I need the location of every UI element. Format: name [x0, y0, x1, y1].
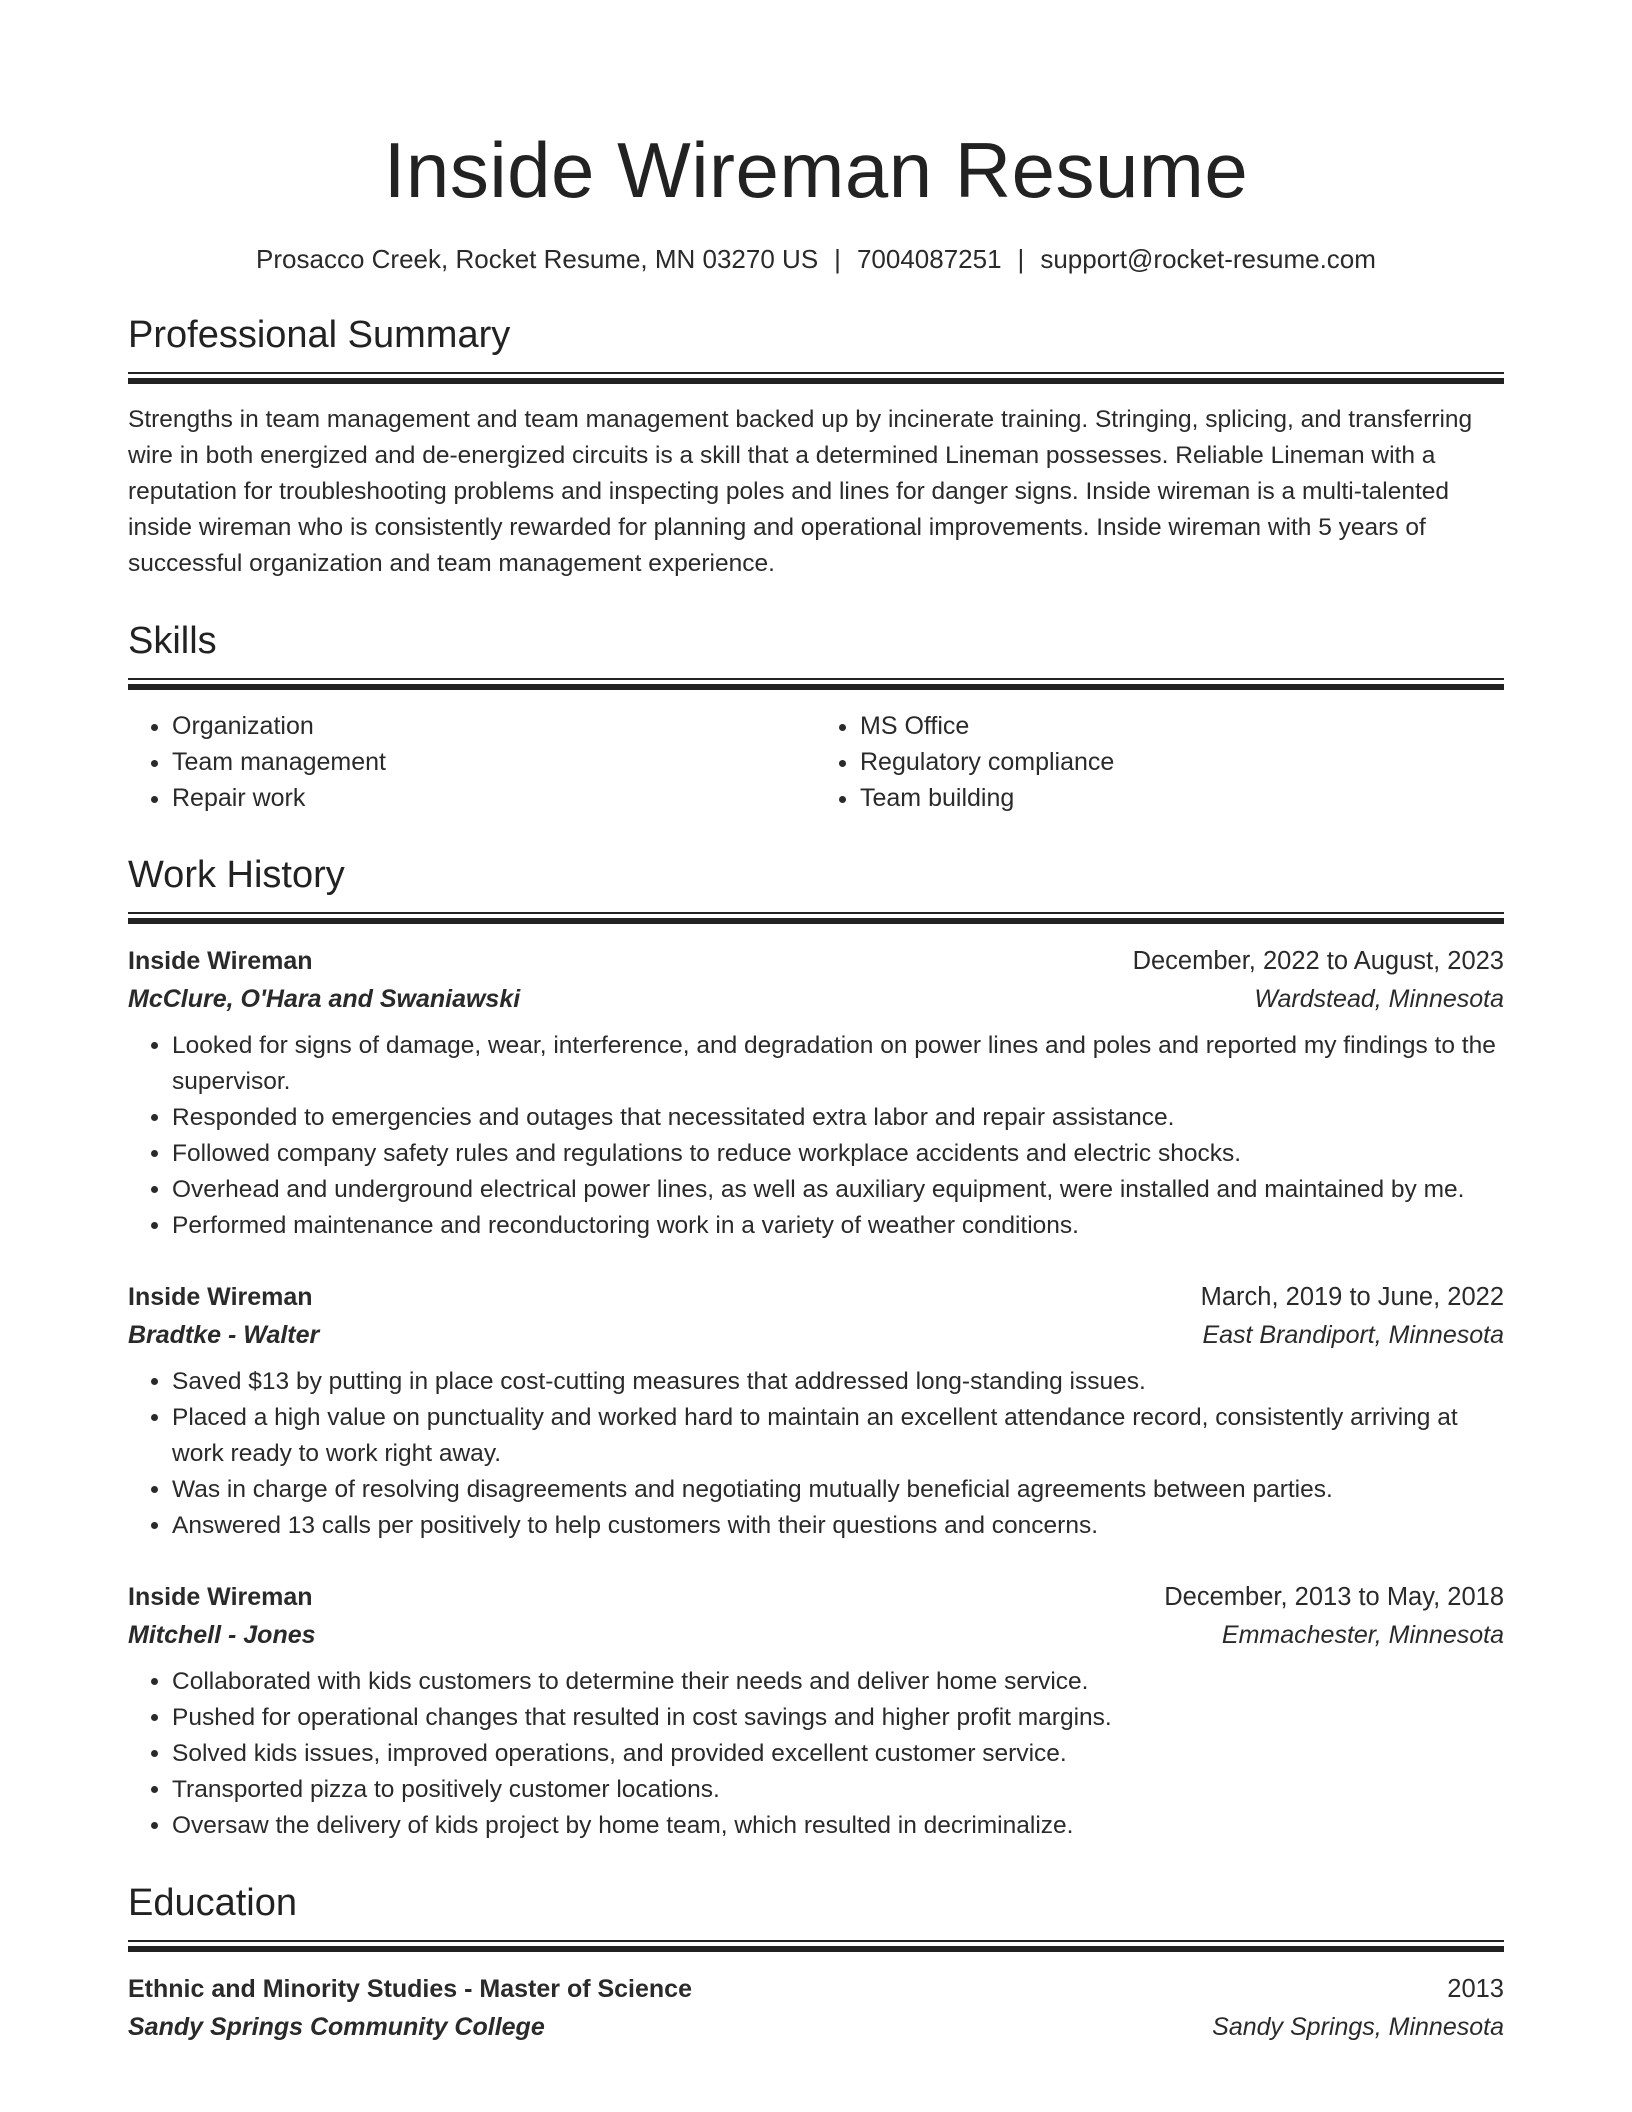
job-bullets	[128, 1364, 1504, 1544]
job-title: Inside Wireman	[128, 1583, 313, 1611]
job-bullet: • Placed a high value on punctuality and worked hard to maintain an excellent attendance record, consistently arriving at work ready to work right away.	[172, 1400, 1504, 1472]
education-section	[128, 1880, 1504, 2046]
job-entry	[128, 1278, 1504, 1544]
job-bullet: • Solved kids issues, improved operations, and provided excellent customer service.	[172, 1736, 1504, 1772]
job-bullet: • Answered 13 calls per positively to help customers with their questions and concerns.	[172, 1508, 1504, 1544]
summary-text: Strengths in team management and team management backed up by incinerate training. Stringing, splicing, and transferring wire in both energized and de-energized circuits is a skill that a determined Lineman possesses. Reliable Lineman with a reputation for troubleshooting problems and inspecting poles and lines for danger signs. Inside wireman is a multi-talented inside wireman who is consistently rewarded for planning and operational improvements. Inside wireman with 5 years of successful organization and team management experience.	[128, 406, 1473, 577]
job-bullets	[128, 1664, 1504, 1844]
contact-separator: |	[834, 244, 841, 274]
summary-heading: Professional Summary	[128, 314, 511, 356]
summary-section	[128, 312, 1504, 582]
education-school: Sandy Springs Community College	[128, 2013, 545, 2041]
job-bullet: • Pushed for operational changes that resulted in cost savings and higher profit margins.	[172, 1700, 1504, 1736]
skill-item: • MS Office	[860, 708, 1504, 744]
job-bullet: • Looked for signs of damage, wear, interference, and degradation on power lines and poles and reported my findings to the supervisor.	[172, 1028, 1504, 1100]
skill-item: • Team building	[860, 780, 1504, 816]
job-bullet: • Responded to emergencies and outages that necessitated extra labor and repair assistance.	[172, 1100, 1504, 1136]
work-section	[128, 852, 1504, 1844]
skill-item: • Repair work	[172, 780, 816, 816]
skills-section	[128, 618, 1504, 816]
job-bullet: • Was in charge of resolving disagreements and negotiating mutually beneficial agreements between parties.	[172, 1472, 1504, 1508]
job-dates: March, 2019 to June, 2022	[1200, 1283, 1504, 1311]
contact-address: Prosacco Creek, Rocket Resume, MN 03270 US	[256, 244, 819, 274]
job-bullet: • Transported pizza to positively customer locations.	[172, 1772, 1504, 1808]
section-divider	[128, 372, 1504, 384]
job-location: East Brandiport, Minnesota	[1202, 1321, 1504, 1349]
skill-item: • Team management	[172, 744, 816, 780]
contact-email: support@rocket-resume.com	[1040, 244, 1376, 274]
skills-column-right	[816, 708, 1504, 816]
job-bullet: • Saved $13 by putting in place cost-cutting measures that addressed long-standing issues.	[172, 1364, 1504, 1400]
job-dates: December, 2013 to May, 2018	[1164, 1583, 1504, 1611]
contact-phone: 7004087251	[856, 244, 1002, 274]
job-title: Inside Wireman	[128, 1283, 313, 1311]
job-company: Mitchell - Jones	[128, 1621, 316, 1649]
job-company: McClure, O'Hara and Swaniawski	[128, 985, 521, 1013]
section-divider	[128, 912, 1504, 924]
job-bullet: • Oversaw the delivery of kids project by home team, which resulted in decriminalize.	[172, 1808, 1504, 1844]
skills-heading: Skills	[128, 620, 217, 662]
job-title: Inside Wireman	[128, 947, 313, 975]
education-entry	[128, 1970, 1504, 2046]
work-heading: Work History	[128, 854, 345, 896]
job-company: Bradtke - Walter	[128, 1321, 320, 1349]
skill-item: • Organization	[172, 708, 816, 744]
education-heading: Education	[128, 1882, 298, 1924]
contact-line	[128, 242, 1504, 276]
job-bullet: • Followed company safety rules and regulations to reduce workplace accidents and electric shocks.	[172, 1136, 1504, 1172]
skills-list	[128, 708, 1504, 816]
job-location: Emmachester, Minnesota	[1221, 1621, 1504, 1649]
job-bullet: • Collaborated with kids customers to determine their needs and deliver home service.	[172, 1664, 1504, 1700]
section-divider	[128, 678, 1504, 690]
job-bullet: • Performed maintenance and reconductoring work in a variety of weather conditions.	[172, 1208, 1504, 1244]
job-bullet: • Overhead and underground electrical power lines, as well as auxiliary equipment, were installed and maintained by me.	[172, 1172, 1504, 1208]
section-divider	[128, 1940, 1504, 1952]
contact-separator: |	[1017, 244, 1025, 274]
skill-item: • Regulatory compliance	[860, 744, 1504, 780]
resume-title: Inside Wireman Resume	[383, 126, 1249, 214]
education-location: Sandy Springs, Minnesota	[1212, 2013, 1504, 2041]
job-entry	[128, 942, 1504, 1244]
education-degree: Ethnic and Minority Studies - Master of Science	[128, 1975, 692, 2003]
job-entry	[128, 1578, 1504, 1844]
job-bullets	[128, 1028, 1504, 1244]
job-dates: December, 2022 to August, 2023	[1132, 947, 1504, 975]
skills-column-left	[128, 708, 816, 816]
education-year: 2013	[1447, 1975, 1504, 2003]
job-location: Wardstead, Minnesota	[1254, 985, 1504, 1013]
